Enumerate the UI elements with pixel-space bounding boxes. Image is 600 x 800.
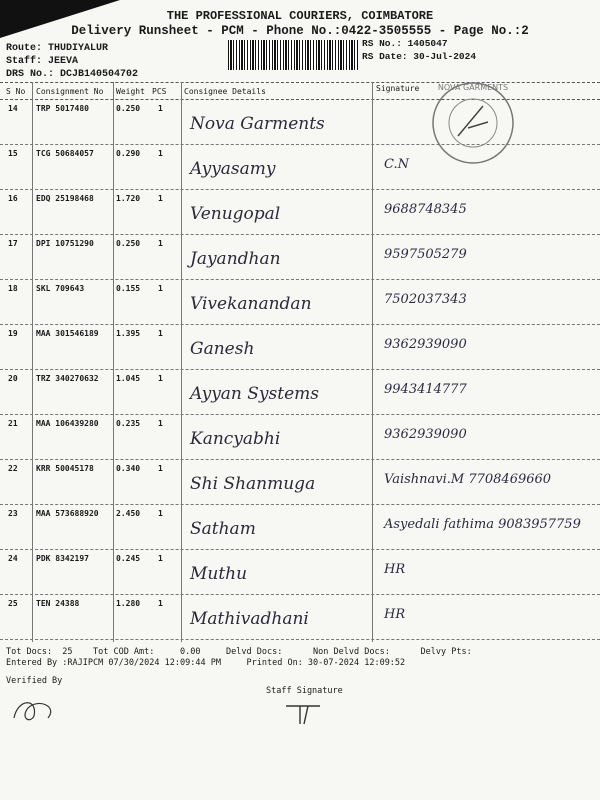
- col-sno: S No: [6, 87, 26, 96]
- route-label: Route: THUDIYALUR: [6, 43, 109, 54]
- consignment-number: TRZ 340270632: [36, 374, 99, 383]
- consignee-handwriting: Shi Shanmuga: [190, 474, 316, 494]
- receiver-signature: Vaishnavi.M 7708469660: [384, 472, 552, 487]
- receiver-signature: 9362939090: [384, 337, 467, 352]
- footer-entered: Entered By :RAJIPCM 07/30/2024 12:09:44 PM Printed On: 30-07-2024 12:09:52: [6, 658, 406, 668]
- weight-value: 0.340: [116, 464, 141, 473]
- consignment-number: PDK 8342197: [36, 554, 89, 563]
- weight-value: 0.250: [116, 239, 141, 248]
- serial-number: 21: [8, 419, 18, 428]
- verified-by-label: Verified By: [6, 676, 63, 686]
- table-row: [0, 190, 600, 235]
- receiver-signature: 9362939090: [384, 427, 467, 442]
- weight-value: 1.045: [116, 374, 141, 383]
- col-consignee: Consignee Details: [184, 87, 266, 96]
- staff-label: Staff: JEEVA: [6, 56, 79, 67]
- staff-signature-label: Staff Signature: [266, 686, 343, 696]
- table-row: [0, 505, 600, 550]
- consignee-handwriting: Kancyabhi: [190, 429, 281, 449]
- serial-number: 15: [8, 149, 18, 158]
- consignment-number: MAA 301546189: [36, 329, 99, 338]
- receiver-signature: C.N: [384, 157, 409, 172]
- consignee-handwriting: Jayandhan: [190, 249, 281, 269]
- pieces-count: 1: [158, 374, 163, 383]
- pieces-count: 1: [158, 194, 163, 203]
- consignment-number: DPI 10751290: [36, 239, 94, 248]
- pieces-count: 1: [158, 509, 163, 518]
- pieces-count: 1: [158, 554, 163, 563]
- weight-value: 1.720: [116, 194, 141, 203]
- table-row: [0, 460, 600, 505]
- consignee-handwriting: Ganesh: [190, 339, 255, 359]
- staff-signature-mark: [280, 698, 330, 728]
- pieces-count: 1: [158, 464, 163, 473]
- row-separator: [0, 639, 600, 640]
- pieces-count: 1: [158, 239, 163, 248]
- serial-number: 19: [8, 329, 18, 338]
- col-consignment: Consignment No: [36, 87, 104, 96]
- table-row: [0, 595, 600, 640]
- barcode: [228, 40, 358, 70]
- serial-number: 17: [8, 239, 18, 248]
- table-row: [0, 370, 600, 415]
- serial-number: 22: [8, 464, 18, 473]
- company-stamp: [428, 78, 518, 168]
- stamp-text: NOVA GARMENTS: [437, 83, 509, 92]
- consignment-number: EDQ 25198468: [36, 194, 94, 203]
- consignment-number: TEN 24388: [36, 599, 80, 608]
- receiver-signature: 9597505279: [384, 247, 467, 262]
- pieces-count: 1: [158, 329, 163, 338]
- consignee-handwriting: Muthu: [190, 564, 248, 584]
- verified-signature: [8, 688, 68, 728]
- col-pcs: PCS: [152, 87, 167, 96]
- consignment-number: MAA 106439280: [36, 419, 99, 428]
- serial-number: 16: [8, 194, 18, 203]
- rs-date: RS Date: 30-Jul-2024: [362, 51, 477, 62]
- receiver-signature: 9943414777: [384, 382, 467, 397]
- receiver-signature: 9688748345: [384, 202, 467, 217]
- company-name: THE PROFESSIONAL COURIERS, COIMBATORE: [166, 9, 434, 23]
- col-weight: Weight: [116, 87, 145, 96]
- table-row: [0, 415, 600, 460]
- weight-value: 2.450: [116, 509, 141, 518]
- receiver-signature: 7502037343: [384, 292, 467, 307]
- table-row: [0, 550, 600, 595]
- weight-value: 0.245: [116, 554, 141, 563]
- consignee-handwriting: Vivekanandan: [190, 294, 312, 314]
- serial-number: 25: [8, 599, 18, 608]
- runsheet-subtitle: Delivery Runsheet - PCM - Phone No.:0422-3505555 - Page No.:2: [71, 24, 529, 38]
- weight-value: 0.250: [116, 104, 141, 113]
- consignee-handwriting: Ayyasamy: [190, 159, 276, 179]
- table-row: [0, 325, 600, 370]
- col-signature: Signature: [376, 84, 420, 93]
- rs-number: RS No.: 1405047: [362, 38, 448, 49]
- serial-number: 20: [8, 374, 18, 383]
- pieces-count: 1: [158, 284, 163, 293]
- consignment-number: TCG 50684057: [36, 149, 94, 158]
- serial-number: 18: [8, 284, 18, 293]
- consignee-handwriting: Venugopal: [190, 204, 281, 224]
- weight-value: 1.395: [116, 329, 141, 338]
- drs-number: DRS No.: DCJB140504702: [6, 69, 139, 80]
- serial-number: 23: [8, 509, 18, 518]
- receiver-signature: HR: [384, 607, 406, 622]
- pieces-count: 1: [158, 419, 163, 428]
- receiver-signature: HR: [384, 562, 406, 577]
- consignment-number: MAA 573688920: [36, 509, 99, 518]
- consignment-number: SKL 709643: [36, 284, 85, 293]
- consignee-handwriting: Ayyan Systems: [190, 384, 319, 404]
- table-row: [0, 235, 600, 280]
- footer-totals: Tot Docs: 25 Tot COD Amt: 0.00 Delvd Docs: Non Delvd Docs: Delvy Pts:: [6, 647, 472, 657]
- consignment-number: KRR 50045178: [36, 464, 94, 473]
- weight-value: 0.290: [116, 149, 141, 158]
- weight-value: 0.235: [116, 419, 141, 428]
- consignee-handwriting: Nova Garments: [190, 114, 325, 134]
- consignee-handwriting: Satham: [190, 519, 256, 539]
- weight-value: 0.155: [116, 284, 141, 293]
- pieces-count: 1: [158, 149, 163, 158]
- table-row: [0, 280, 600, 325]
- consignee-handwriting: Mathivadhani: [190, 609, 309, 629]
- consignment-number: TRP 5017480: [36, 104, 89, 113]
- receiver-signature: Asyedali fathima 9083957759: [384, 517, 581, 532]
- serial-number: 14: [8, 104, 18, 113]
- pieces-count: 1: [158, 599, 163, 608]
- weight-value: 1.280: [116, 599, 141, 608]
- serial-number: 24: [8, 554, 18, 563]
- pieces-count: 1: [158, 104, 163, 113]
